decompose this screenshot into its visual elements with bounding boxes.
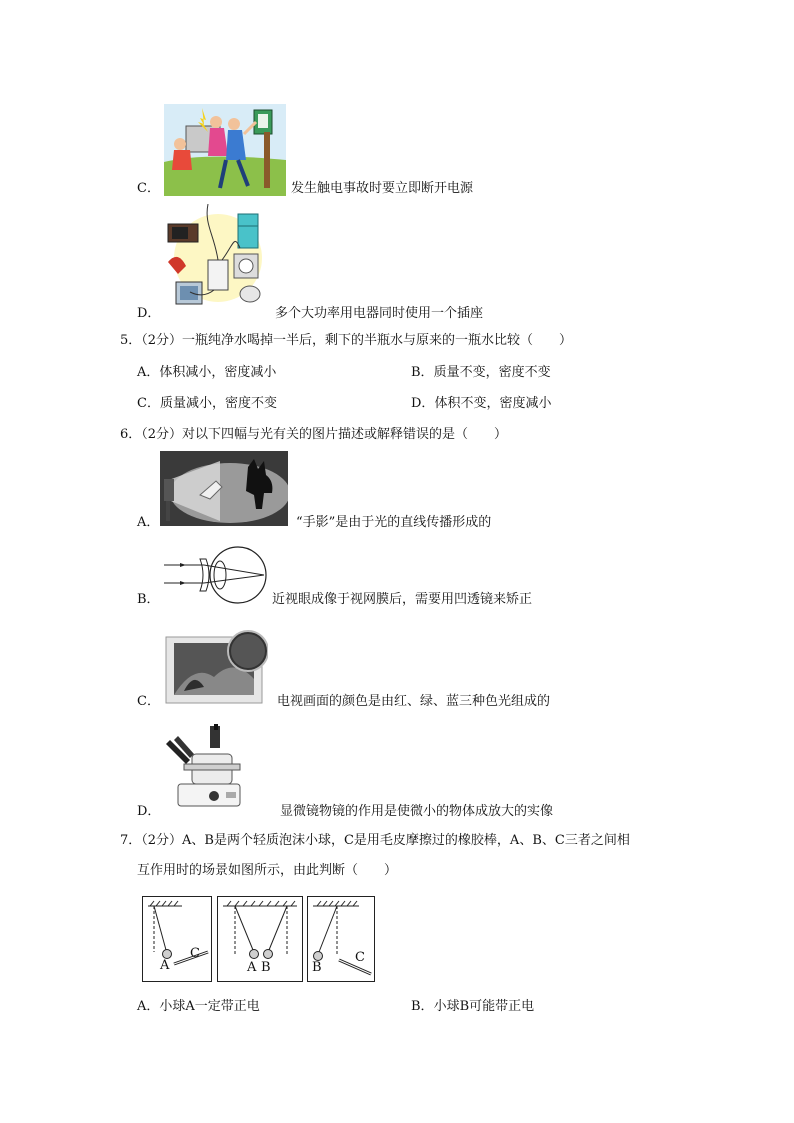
q7-option-a-letter: A． xyxy=(137,999,160,1014)
q5-stem: 5．（2分）一瓶纯净水喝掉一半后，剩下的半瓶水与原来的一瓶水比较（ ） xyxy=(120,333,573,348)
overloaded-socket-illustration xyxy=(164,204,272,312)
q5-option-c-text: 质量减小，密度不变 xyxy=(159,396,277,411)
myopia-eye-diagram xyxy=(160,543,272,609)
q4-option-c-text: 发生触电事故时要立即断开电源 xyxy=(291,181,474,196)
q6-option-a-letter: A． xyxy=(137,515,160,530)
q5-option-c xyxy=(137,396,277,412)
q7-fig1-label-a: A xyxy=(160,958,170,973)
q7-fig1-label-c: C xyxy=(190,946,200,961)
q7-option-a xyxy=(137,999,260,1015)
q5-option-a xyxy=(137,365,276,381)
q7-option-b xyxy=(411,999,534,1015)
q5-option-a-letter: A． xyxy=(137,365,160,380)
q5-option-c-letter: C． xyxy=(137,396,160,411)
q6-stem: 6．（2分）对以下四幅与光有关的图片描述或解释错误的是（ ） xyxy=(120,427,508,442)
q7-stem-line-2: 互作用时的场景如图所示，由此判断（ ） xyxy=(137,863,398,878)
hand-shadow-illustration xyxy=(160,451,288,526)
q4-option-c-letter: C． xyxy=(137,181,160,196)
q5-option-b-letter: B． xyxy=(411,365,434,380)
q7-fig2-label-a: A xyxy=(247,960,257,975)
q6-option-b-letter: B． xyxy=(137,592,160,607)
q6-option-d-letter: D． xyxy=(137,804,161,819)
q4-option-d-text: 多个大功率用电器同时使用一个插座 xyxy=(275,306,484,321)
q5-option-d xyxy=(411,396,551,412)
electric-shock-illustration xyxy=(164,104,286,196)
q7-option-b-letter: B． xyxy=(411,999,434,1014)
q6-option-b-text: 近视眼成像于视网膜后，需要用凹透镜来矫正 xyxy=(272,592,533,607)
q7-fig2-label-b: B xyxy=(261,960,271,975)
q7-stem-line-1: 7．（2分）A、B是两个轻质泡沫小球，C是用毛皮摩擦过的橡胶棒，A、B、C三者之间相 xyxy=(120,833,630,848)
q6-option-c-text: 电视画面的颜色是由红、绿、蓝三种色光组成的 xyxy=(277,694,551,709)
q7-figure-1 xyxy=(142,896,212,982)
q7-fig3-label-b: B xyxy=(312,960,322,975)
q7-option-a-text: 小球A一定带正电 xyxy=(159,999,260,1014)
q7-figure-3 xyxy=(307,896,375,982)
q4-option-d-letter: D． xyxy=(137,306,161,321)
q5-option-b-text: 质量不变，密度不变 xyxy=(433,365,551,380)
q7-fig3-label-c: C xyxy=(355,950,365,965)
q7-option-b-text: 小球B可能带正电 xyxy=(433,999,535,1014)
q5-option-d-letter: D． xyxy=(411,396,435,411)
q5-option-a-text: 体积减小，密度减小 xyxy=(159,365,277,380)
q5-option-d-text: 体积不变，密度减小 xyxy=(434,396,552,411)
q6-option-d-text: 显微镜物镜的作用是使微小的物体成放大的实像 xyxy=(280,804,554,819)
q7-figure-2 xyxy=(217,896,303,982)
television-illustration xyxy=(164,627,268,709)
microscope-illustration xyxy=(164,724,244,812)
q6-option-c-letter: C． xyxy=(137,694,160,709)
q6-option-a-text: “手影”是由于光的直线传播形成的 xyxy=(296,515,492,530)
q5-option-b xyxy=(411,365,551,381)
